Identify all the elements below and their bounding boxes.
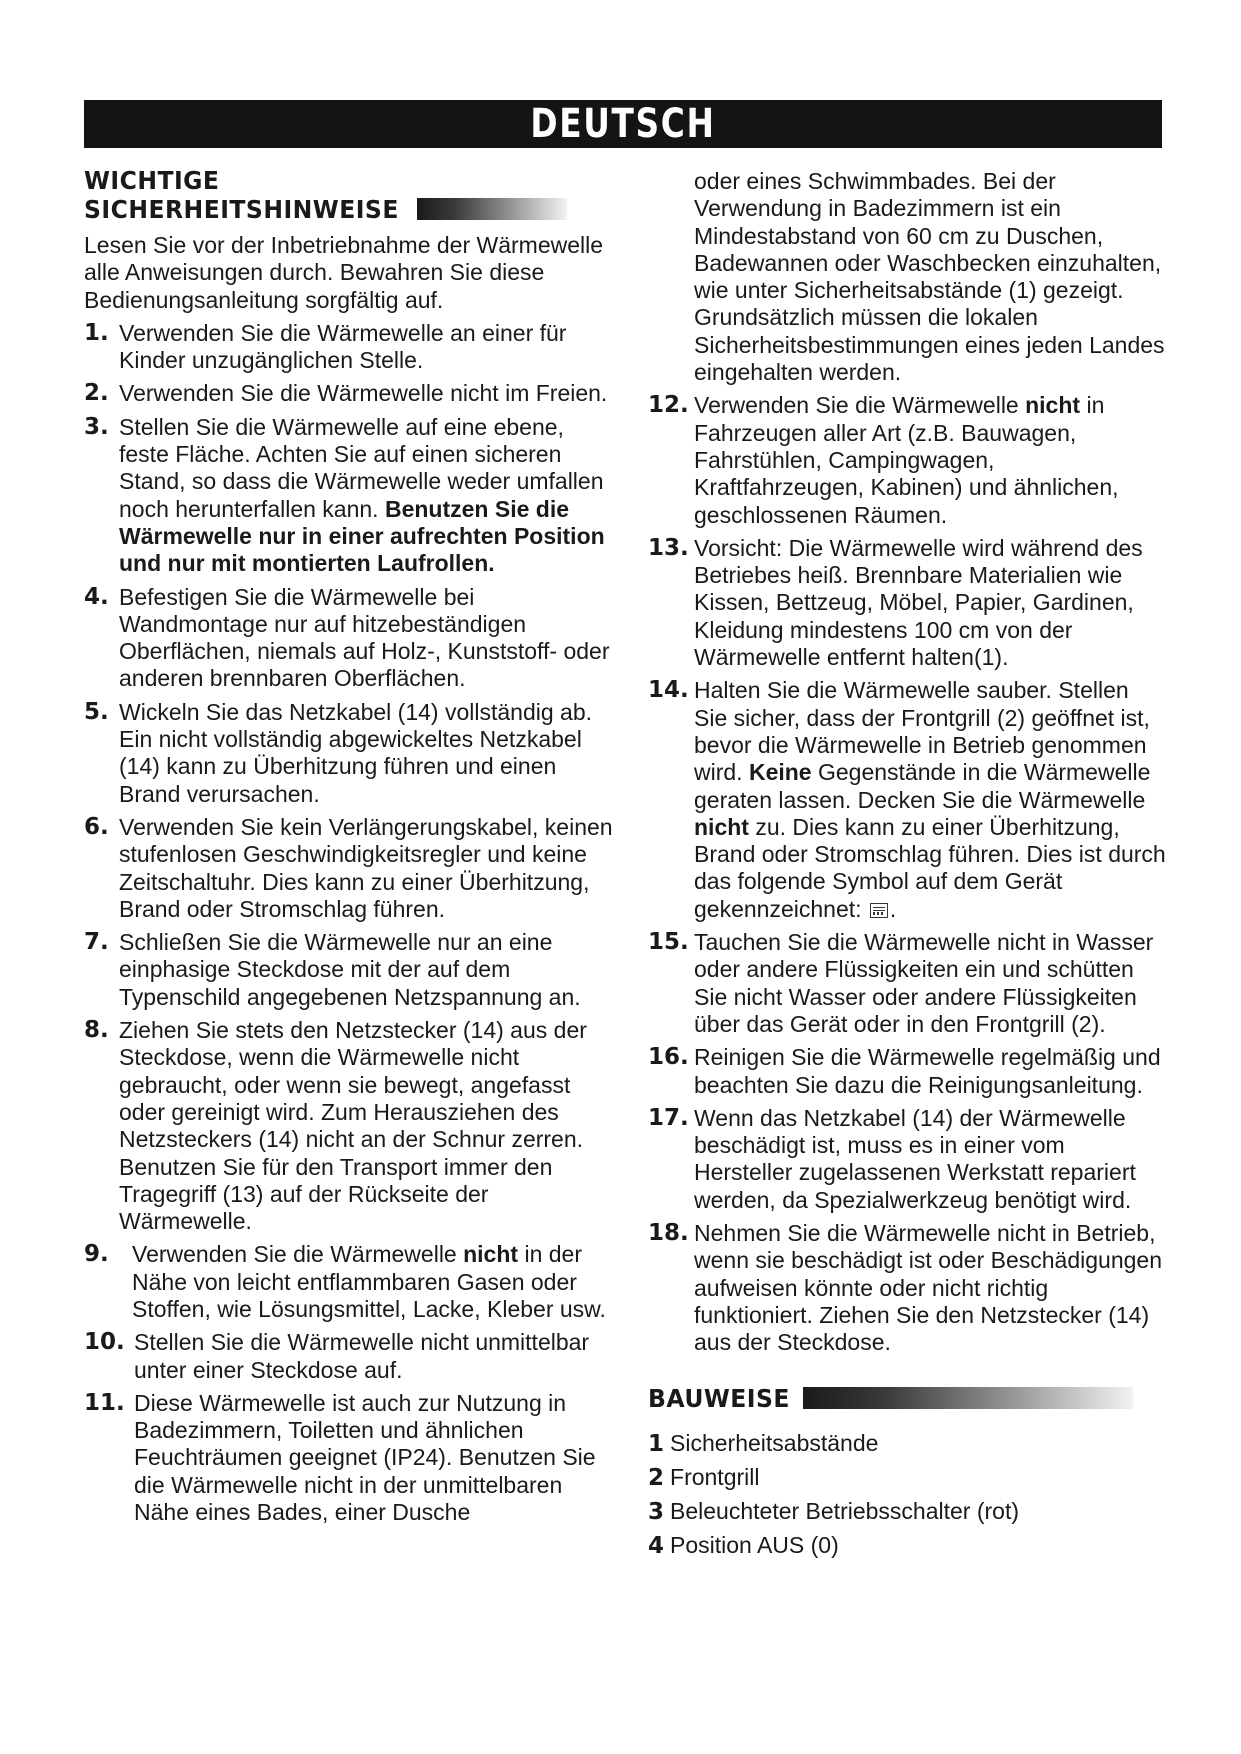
part-label: Sicherheitsabstände: [670, 1430, 879, 1457]
safety-item-10: [84, 1329, 614, 1384]
item-text: in Fahrzeugen aller Art (z.B. Bauwagen, Fahrstühlen, Campingwagen, Kraftfahrzeugen, Kabinen) und ähnlichen, geschlossenen Räumen.: [694, 392, 1119, 528]
item-text: Vorsicht: Die Wärmewelle wird während des Betriebes heiß. Brennbare Materialien wie Kissen, Bettzeug, Möbel, Papier, Gardinen, Kleidung mindestens 100 cm von der Wärmewelle entfernt halten(1).: [694, 534, 1143, 671]
safety-item-9: [84, 1241, 614, 1323]
item-number: 11.: [84, 1389, 125, 1416]
item-text-bold: Keine: [748, 759, 812, 786]
item-text: oder eines Schwimmbades. Bei der Verwendung in Badezimmern ist ein Mindestabstand von 60 cm zu Duschen, Badewannen oder Waschbecken einzuhalten, wie unter Sicherheitsabstände (1) gezeigt. Grundsätzlich müssen die lokalen Sicherheitsbestimmungen eines jeden Landes eingehalten werden.: [694, 168, 1165, 386]
safety-item-17: [648, 1105, 1166, 1214]
safety-item-2: [84, 380, 614, 407]
item-number: 12.: [648, 392, 689, 419]
safety-item-15: [648, 929, 1166, 1038]
item-number: 1.: [84, 319, 109, 346]
item-text: Tauchen Sie die Wärmewelle nicht in Wasser oder andere Flüssigkeiten ein und schütten Sie nicht Wasser oder andere Flüssigkeiten über das Gerät oder in den Frontgrill (2).: [694, 929, 1154, 1037]
item-text: Stellen Sie die Wärmewelle nicht unmittelbar unter einer Steckdose auf.: [134, 1329, 590, 1383]
item-number: 13.: [648, 534, 689, 561]
item-number: 16.: [648, 1044, 689, 1071]
item-text: Verwenden Sie kein Verlängerungskabel, keinen stufenlosen Geschwindigkeitsregler und keine Zeitschaltuhr. Dies kann zu einer Überhitzung, Brand oder Stromschlag führen.: [119, 813, 613, 922]
part-label: Frontgrill: [670, 1464, 760, 1491]
item-number: 17.: [648, 1104, 689, 1131]
item-text: Verwenden Sie die Wärmewelle nicht im Freien.: [119, 380, 608, 407]
language-banner: [84, 100, 1162, 148]
item-text: Ziehen Sie stets den Netzstecker (14) aus der Steckdose, wenn die Wärmewelle nicht gebraucht, oder wenn sie bewegt, angefasst oder gereinigt wird. Zum Herausziehen des Netzsteckers (14) nicht an der Schnur zerren. Benutzen Sie für den Transport immer den Tragegriff (13) auf der Rückseite der Wärmewelle.: [119, 1017, 587, 1235]
safety-item-3: [84, 414, 614, 578]
item-number: 10.: [84, 1329, 125, 1356]
item-text-bold: nicht: [463, 1241, 519, 1268]
item-text: Diese Wärmewelle ist auch zur Nutzung in Badezimmern, Toiletten und ähnlichen Feuchträumen geeignet (IP24). Benutzen Sie die Wärmewelle nicht in der unmittelbaren Nähe eines Bades, einer Dusche: [134, 1389, 596, 1526]
safety-item-12: [648, 392, 1166, 528]
item-number: 14.: [648, 677, 689, 704]
construction-item-2: [648, 1461, 1166, 1495]
safety-item-4: [84, 584, 614, 693]
part-label: Position AUS (0): [670, 1532, 839, 1559]
part-number: 2: [648, 1465, 665, 1492]
construction-item-4: [648, 1529, 1166, 1563]
safety-intro: Lesen Sie vor der Inbetriebnahme der Wärmewelle alle Anweisungen durch. Bewahren Sie diese Bedienungsanleitung sorgfältig auf.: [84, 232, 604, 313]
safety-item-18: [648, 1220, 1166, 1356]
item-text: Wenn das Netzkabel (14) der Wärmewelle beschädigt ist, muss es in einer vom Hersteller zugelassenen Werkstatt repariert werden, da Spezialwerkzeug benötigt wird.: [694, 1104, 1136, 1213]
construction-item-1: [648, 1427, 1166, 1461]
construction-heading-text: BAUWEISE: [648, 1384, 790, 1414]
safety-item-8: [84, 1017, 614, 1235]
safety-item-7: [84, 929, 614, 1011]
item-number: 4.: [84, 583, 109, 610]
construction-heading: [648, 1384, 1166, 1413]
part-number: 1: [648, 1431, 665, 1458]
item-text-bold: nicht: [694, 813, 749, 840]
heading-gradient-bar: [417, 198, 567, 220]
item-number: 7.: [84, 929, 109, 956]
do-not-cover-icon: [870, 903, 888, 918]
safety-item-11: [84, 1390, 614, 1526]
safety-heading-line2: SICHERHEITSHINWEISE: [84, 195, 399, 224]
item-text: zu. Dies kann zu einer Überhitzung, Brand oder Stromschlag führen. Dies ist durch das folgende Symbol auf dem Gerät gekennzeichnet:: [694, 813, 1166, 922]
item-text-bold: nicht: [1025, 392, 1081, 419]
safety-item-16: [648, 1044, 1166, 1099]
item-text: Stellen Sie die Wärmewelle auf eine ebene, feste Fläche. Achten Sie auf einen sicheren Stand, so dass die Wärmewelle weder umfallen noch herunterfallen kann.: [119, 413, 604, 522]
item-text: Verwenden Sie die Wärmewelle: [132, 1241, 464, 1268]
safety-item-6: [84, 814, 614, 923]
safety-item-11-continued: [648, 168, 1166, 386]
item-text: Nehmen Sie die Wärmewelle nicht in Betrieb, wenn sie beschädigt ist oder Beschädigungen aufweisen könnte oder nicht richtig funktioniert. Ziehen Sie den Netzstecker (14) aus der Steckdose.: [694, 1219, 1162, 1356]
item-number: 6.: [84, 813, 109, 840]
right-column: [648, 168, 1166, 1563]
item-text: in der Nähe von leicht entflammbaren Gasen oder Stoffen, wie Lösungsmittel, Lacke, Kleber usw.: [132, 1241, 606, 1322]
banner-title: DEUTSCH: [530, 101, 716, 147]
item-number: 15.: [648, 929, 689, 956]
item-number: 2.: [84, 380, 109, 407]
item-number: 8.: [84, 1017, 109, 1044]
left-column: [84, 166, 614, 1532]
item-text-bold: Benutzen Sie die Wärmewelle nur in einer aufrechten Position und nur mit montierten Laufrollen.: [119, 495, 605, 577]
item-text: Wickeln Sie das Netzkabel (14) vollständig ab. Ein nicht vollständig abgewickeltes Netzkabel (14) kann zu Überhitzung führen und einen Brand verursachen.: [119, 698, 593, 807]
item-text: .: [889, 895, 897, 922]
safety-item-5: [84, 699, 614, 808]
item-number: 18.: [648, 1219, 689, 1246]
item-text: Verwenden Sie die Wärmewelle an einer für Kinder unzugänglichen Stelle.: [119, 319, 567, 374]
item-number: 5.: [84, 698, 109, 725]
part-number: 4: [648, 1533, 665, 1560]
item-text: Halten Sie die Wärmewelle sauber. Stellen Sie sicher, dass der Frontgrill (2) geöffnet ist, bevor die Wärmewelle in Betrieb genommen wird.: [694, 677, 1150, 786]
item-text: Verwenden Sie die Wärmewelle: [694, 392, 1026, 419]
part-label: Beleuchteter Betriebsschalter (rot): [670, 1498, 1020, 1525]
item-number: 9.: [84, 1241, 109, 1268]
part-number: 3: [648, 1499, 665, 1526]
item-text: Befestigen Sie die Wärmewelle bei Wandmontage nur auf hitzebeständigen Oberflächen, niemals auf Holz-, Kunststoff- oder anderen brennbaren Oberflächen.: [119, 583, 610, 692]
construction-item-3: [648, 1495, 1166, 1529]
safety-item-1: [84, 320, 614, 375]
item-text: Reinigen Sie die Wärmewelle regelmäßig und beachten Sie dazu die Reinigungsanleitung.: [694, 1044, 1161, 1098]
safety-heading-line1: WICHTIGE: [84, 166, 220, 195]
heading-gradient-bar: [803, 1387, 1133, 1409]
safety-item-14: [648, 677, 1166, 923]
safety-heading: [84, 166, 614, 224]
item-text: Gegenstände in die Wärmewelle geraten lassen. Decken Sie die Wärmewelle: [694, 759, 1151, 813]
item-text: Schließen Sie die Wärmewelle nur an eine einphasige Steckdose mit der auf dem Typenschild angegebenen Netzspannung an.: [119, 929, 581, 1010]
item-number: 3.: [84, 413, 109, 440]
construction-section: [648, 1384, 1166, 1563]
safety-item-13: [648, 535, 1166, 671]
